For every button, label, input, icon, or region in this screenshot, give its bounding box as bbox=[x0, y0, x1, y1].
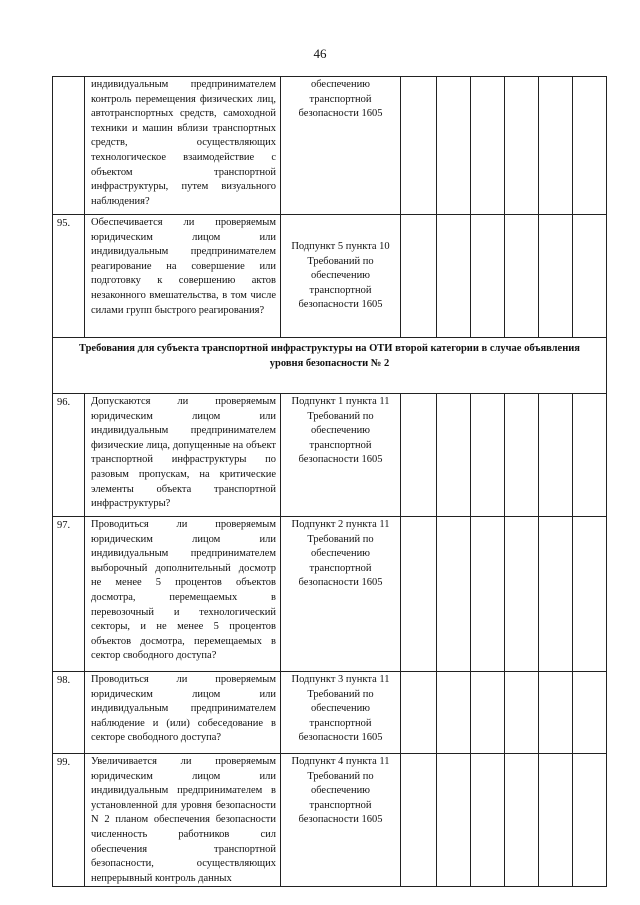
row-number: 98. bbox=[53, 672, 85, 754]
row-question: индивидуальным предпринимателем контроль перемещения физических лиц, автотранспортных средств, самоходной техники и машин вблизи транспортных средств, осуществляющих технологическое взаимодействие с объектом транспортной инфраструктуры, путем визуального наблюдения? bbox=[85, 77, 281, 215]
table-row bbox=[53, 672, 607, 754]
row-question: Увеличивается ли проверяемым юридическим лицом или индивидуальным предпринимателем в установленной для уровня безопасности N 2 планом обеспечения безопасности численность работников сил обеспечения транспортной безопасности, осуществляющих непрерывный контроль данных bbox=[85, 754, 281, 887]
page-number: 46 bbox=[313, 46, 327, 61]
table-row bbox=[53, 754, 607, 887]
row-number: 95. bbox=[53, 215, 85, 338]
section-title: Требования для субъекта транспортной инфраструктуры на ОТИ второй категории в случае объявления уровня безопасности № 2 bbox=[53, 338, 607, 394]
table-row bbox=[53, 394, 607, 517]
row-question: Проводиться ли проверяемым юридическим лицом или индивидуальным предпринимателем выборочный дополнительный досмотр не менее 5 процентов объектов досмотра, перемещаемых в перевозочный и технологический секторы, и не менее 5 процентов объектов досмотра, перемещаемых в сектор свободного доступа? bbox=[85, 517, 281, 672]
row-number bbox=[53, 77, 85, 215]
row-number: 99. bbox=[53, 754, 85, 887]
row-reference: Подпункт 3 пункта 11 Требований по обеспечению транспортной безопасности 1605 bbox=[281, 672, 401, 754]
row-reference: Подпункт 1 пункта 11 Требований по обеспечению транспортной безопасности 1605 bbox=[281, 394, 401, 517]
row-reference: Подпункт 5 пункта 10 Требований по обеспечению транспортной безопасности 1605 bbox=[281, 215, 401, 338]
row-reference: обеспечению транспортной безопасности 1605 bbox=[281, 77, 401, 215]
row-reference: Подпункт 2 пункта 11 Требований по обеспечению транспортной безопасности 1605 bbox=[281, 517, 401, 672]
row-question: Проводиться ли проверяемым юридическим лицом или индивидуальным предпринимателем наблюдение и (или) собеседование в секторе свободного доступа? bbox=[85, 672, 281, 754]
table-row bbox=[53, 77, 607, 215]
row-reference: Подпункт 4 пункта 11 Требований по обеспечению транспортной безопасности 1605 bbox=[281, 754, 401, 887]
row-question: Допускаются ли проверяемым юридическим лицом или индивидуальным предпринимателем физические лица, допущенные на объект транспортной инфраструктуры по разовым пропускам, на критические элементы объекта транспортной инфраструктуры? bbox=[85, 394, 281, 517]
row-number: 97. bbox=[53, 517, 85, 672]
table-row bbox=[53, 517, 607, 672]
table-row bbox=[53, 215, 607, 338]
row-question: Обеспечивается ли проверяемым юридическим лицом или индивидуальным предпринимателем реагирование на совершение или подготовку к совершению актов незаконного вмешательства, в том числе силами групп быстрого реагирования? bbox=[85, 215, 281, 338]
checklist-table bbox=[52, 76, 607, 887]
section-row bbox=[53, 338, 607, 394]
row-number: 96. bbox=[53, 394, 85, 517]
